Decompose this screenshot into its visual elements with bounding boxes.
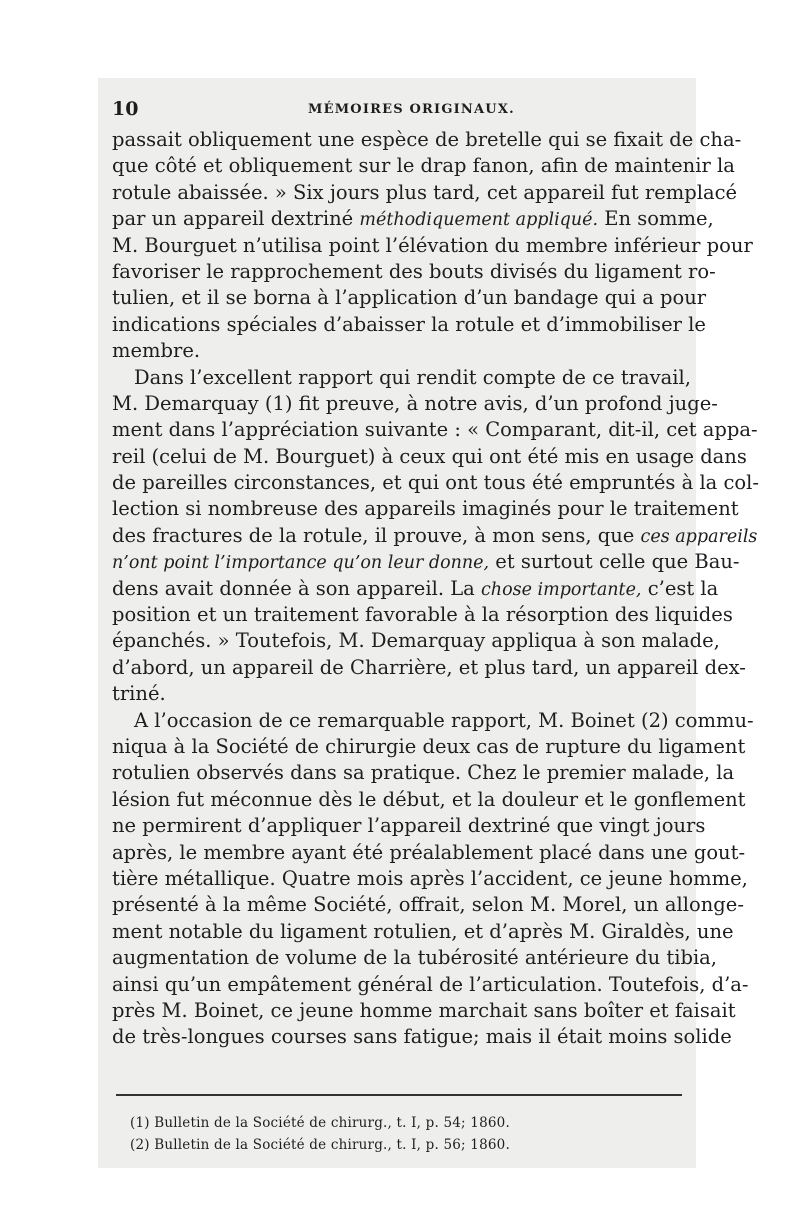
text-run: ainsi qu’un empâtement général de l’articulation. Toutefois, d’a- — [112, 972, 749, 996]
text-run: triné. — [112, 682, 166, 706]
text-run: passait obliquement une espèce de bretelle qui se fixait de cha- — [112, 128, 742, 151]
text-run: lésion fut méconnue dès le début, et la douleur et le gonflement — [112, 787, 746, 811]
italic-text: chose importante, — [481, 579, 642, 600]
text-run: niqua à la Société de chirurgie deux cas de rupture du ligament — [112, 734, 746, 758]
text-run: des fractures de la rotule, il prouve, à mon sens, que — [112, 523, 641, 547]
text-run: membre. — [112, 339, 201, 363]
text-run: favoriser le rapprochement des bouts divisés du ligament ro- — [112, 259, 716, 283]
text-line — [112, 285, 707, 311]
text-line — [112, 206, 714, 232]
text-line — [112, 549, 740, 575]
text-run: indications spéciales d’abaisser la rotule et d’immobiliser le — [112, 312, 706, 336]
text-run: En somme, — [598, 207, 714, 231]
italic-text: méthodiquement appliqué. — [359, 210, 599, 231]
text-line — [112, 391, 718, 417]
text-run: tulien, et il se borna à l’application d’un bandage qui a pour — [112, 286, 707, 310]
text-run: M. Bourguet n’utilisa point l’élévation du membre inférieur pour — [112, 233, 753, 257]
text-run: de très-longues courses sans fatigue; mais il était moins solide — [112, 1025, 732, 1049]
footnote-2: (2) Bulletin de la Société de chirurg., t. I, p. 56; 1860. — [130, 1137, 510, 1153]
text-run: ment dans l’appréciation suivante : « Comparant, dit-il, cet appa- — [112, 418, 758, 442]
text-line — [112, 813, 706, 839]
text-line — [112, 444, 747, 470]
text-line — [112, 708, 754, 734]
paragraph — [112, 708, 754, 1051]
footnotes — [130, 1112, 670, 1156]
text-line — [112, 523, 758, 549]
text-run: ment notable du ligament rotulien, et d’après M. Giraldès, une — [112, 919, 734, 943]
footnote-1: (1) Bulletin de la Société de chirurg., t. I, p. 54; 1860. — [130, 1115, 510, 1131]
text-line — [112, 417, 758, 443]
footnote-separator — [116, 1094, 682, 1096]
text-line — [112, 365, 691, 391]
text-line — [112, 1024, 732, 1050]
page-number: 10 — [112, 98, 139, 120]
text-run: rotule abaissée. » Six jours plus tard, cet appareil fut remplacé — [112, 180, 738, 204]
text-line — [112, 919, 734, 945]
text-run: Dans l’excellent rapport qui rendit compte de ce travail, — [134, 365, 691, 389]
text-line — [112, 892, 744, 918]
text-run: position et un traitement favorable à la résorption des liquides — [112, 603, 733, 627]
text-line — [112, 312, 706, 338]
text-run: de pareilles circonstances, et qui ont tous été empruntés à la col- — [112, 471, 759, 495]
paragraph — [112, 365, 759, 708]
text-line — [112, 787, 746, 813]
text-run: et surtout celle que Bau- — [489, 550, 740, 574]
text-line — [112, 259, 716, 285]
text-line — [112, 866, 748, 892]
text-line — [112, 470, 759, 496]
text-run: M. Demarquay (1) fit preuve, à notre avis, d’un profond juge- — [112, 391, 718, 415]
text-line — [112, 840, 746, 866]
text-line — [112, 945, 718, 971]
text-run: dens avait donnée à son appareil. La — [112, 576, 481, 600]
text-line — [112, 576, 719, 602]
body-text — [112, 127, 759, 1051]
text-line — [112, 998, 736, 1024]
text-run: épanchés. » Toutefois, M. Demarquay appliqua à son malade, — [112, 629, 720, 653]
text-line — [112, 655, 746, 681]
text-line — [112, 338, 686, 364]
text-run: que côté et obliquement sur le drap fanon, afin de maintenir la — [112, 154, 735, 178]
text-run: rotulien observés dans sa pratique. Chez le premier malade, la — [112, 761, 735, 785]
text-line — [112, 602, 733, 628]
text-line — [112, 496, 739, 522]
text-run: reil (celui de M. Bourguet) à ceux qui ont été mis en usage dans — [112, 444, 747, 468]
text-line — [112, 628, 720, 654]
text-run: augmentation de volume de la tubérosité antérieure du tibia, — [112, 946, 718, 970]
text-line — [112, 681, 686, 707]
text-run: ne permirent d’appliquer l’appareil dextriné que vingt jours — [112, 814, 706, 838]
text-line — [112, 760, 735, 786]
text-run: tière métallique. Quatre mois après l’accident, ce jeune homme, — [112, 866, 748, 890]
page-header — [112, 98, 690, 126]
text-run: lection si nombreuse des appareils imaginés pour le traitement — [112, 497, 739, 521]
text-line — [112, 972, 749, 998]
text-run: par un appareil dextriné — [112, 207, 360, 231]
text-line — [112, 734, 746, 760]
text-run: présenté à la même Société, offrait, selon M. Morel, un allonge- — [112, 893, 744, 917]
text-run: c’est la — [641, 576, 719, 600]
text-run: après, le membre ayant été préalablement placé dans une gout- — [112, 840, 746, 864]
paragraph — [112, 127, 753, 365]
text-line — [112, 180, 738, 206]
text-run: A l’occasion de ce remarquable rapport, M. Boinet (2) commu- — [134, 708, 754, 732]
italic-text: ces appareils — [640, 526, 758, 547]
text-run: d’abord, un appareil de Charrière, et plus tard, un appareil dex- — [112, 655, 746, 679]
italic-text: n’ont point l’importance qu’on leur donne, — [112, 553, 490, 574]
text-run: près M. Boinet, ce jeune homme marchait sans boîter et faisait — [112, 998, 736, 1022]
running-title: MÉMOIRES ORIGINAUX. — [308, 102, 515, 117]
text-line — [112, 233, 753, 259]
text-line — [112, 153, 735, 179]
text-line — [112, 127, 742, 153]
